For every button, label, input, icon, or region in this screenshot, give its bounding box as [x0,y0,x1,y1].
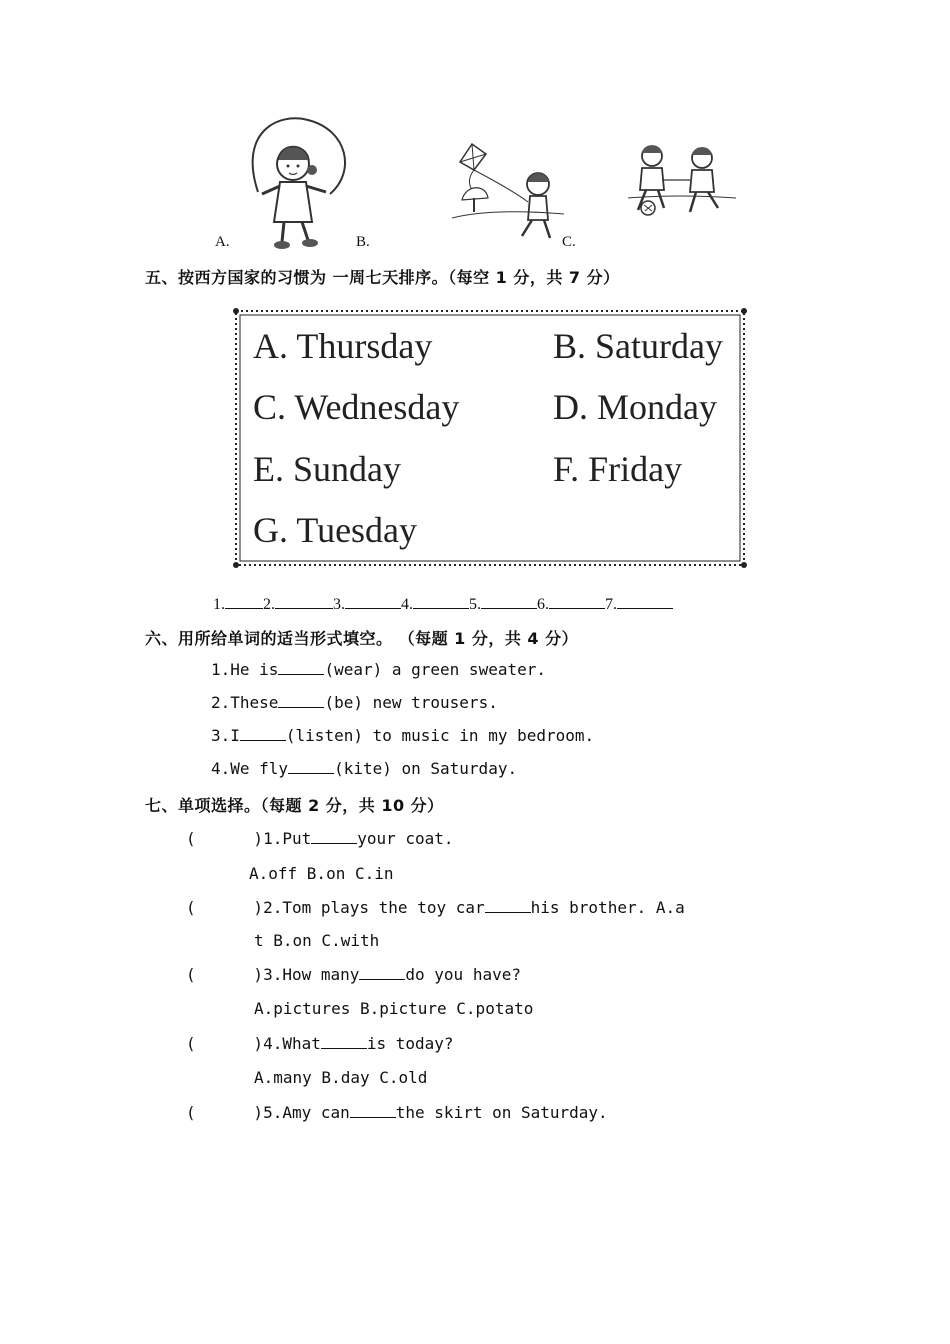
answer-number: 1. [213,596,225,613]
question-blank [485,898,531,913]
fill-in-text: 2.These [211,693,279,712]
answer-bracket[interactable]: ( ) [186,1034,264,1053]
day-option-f: F. Friday [553,449,683,489]
fill-in-text: 4.We fly [211,759,289,778]
answer-blank[interactable] [275,594,333,609]
fill-in-item-2 [211,693,498,712]
fill-in-blank[interactable] [240,726,286,741]
fill-in-item-1 [211,660,546,679]
question-text: 4.What [263,1034,321,1053]
answer-blank[interactable] [225,594,263,609]
question-text: do you have? [405,965,521,984]
choice-question-3 [186,965,521,984]
choice-question-2 [186,898,685,917]
answer-number: 7. [605,596,617,613]
answer-number: 2. [263,596,275,613]
fill-in-text: (listen) to music in my bedroom. [285,726,595,745]
day-answer-row [213,594,673,614]
answer-number: 6. [537,596,549,613]
answer-number: 4. [401,596,413,613]
question-text: 5.Amy can [263,1103,350,1122]
fill-in-text: (wear) a green sweater. [324,660,546,679]
answer-blank[interactable] [481,594,537,609]
answer-number: 3. [333,596,345,613]
fill-in-blank[interactable] [288,759,334,774]
picture-label-a: A. [215,234,230,250]
jump-rope-girl-illustration [238,112,358,254]
answer-blank[interactable] [549,594,605,609]
question-text: 1.Put [263,829,312,848]
question-text: is today? [366,1034,454,1053]
fill-in-text: 3.I [211,726,240,745]
day-option-a: A. Thursday [253,326,433,366]
fill-in-text: (be) new trousers. [324,693,498,712]
answer-blank[interactable] [413,594,469,609]
boy-flying-kite-illustration [452,140,564,244]
question-blank [359,965,405,980]
answer-blank[interactable] [345,594,401,609]
section-6-heading: 六、用所给单词的适当形式填空。 （每题 1 分，共 4 分） [145,629,579,648]
question-blank [321,1034,367,1049]
choice-options-4: A.many B.day C.old [254,1068,428,1087]
answer-bracket[interactable]: ( ) [186,898,264,917]
fill-in-blank[interactable] [278,660,324,675]
answer-bracket[interactable]: ( ) [186,1103,264,1122]
day-option-g: G. Tuesday [253,510,418,550]
answer-number: 5. [469,596,481,613]
picture-label-c: C. [562,234,576,250]
fill-in-item-4 [211,759,517,778]
section-7-heading: 七、单项选择。（每题 2 分，共 10 分） [145,796,444,815]
day-option-d: D. Monday [553,387,717,427]
question-text: your coat. [357,829,454,848]
question-blank [350,1103,396,1118]
fill-in-text: (kite) on Saturday. [334,759,518,778]
section-5-heading: 五、按西方国家的习惯为 一周七天排序。（每空 1 分，共 7 分） [145,268,620,287]
question-text: his brother. A.a [530,898,685,917]
picture-label-b: B. [356,234,370,250]
answer-bracket[interactable]: ( ) [186,965,264,984]
choice-options-2: t B.on C.with [254,931,380,950]
question-text: 3.How many [263,965,360,984]
choice-question-4 [186,1034,454,1053]
answer-blank[interactable] [617,594,673,609]
question-blank [311,829,357,844]
choice-options-1: A.off B.on C.in [249,864,394,883]
answer-bracket[interactable]: ( ) [186,829,264,848]
choice-question-1 [186,829,454,848]
fill-in-item-3 [211,726,594,745]
day-option-c: C. Wednesday [253,387,460,427]
fill-in-text: 1.He is [211,660,279,679]
question-text: the skirt on Saturday. [395,1103,608,1122]
day-option-e: E. Sunday [253,449,401,489]
choice-options-3: A.pictures B.picture C.potato [254,999,534,1018]
choice-question-5 [186,1103,608,1122]
fill-in-blank[interactable] [278,693,324,708]
boys-playing-football-illustration [628,140,736,218]
day-option-b: B. Saturday [553,326,723,366]
question-text: 2.Tom plays the toy car [263,898,485,917]
